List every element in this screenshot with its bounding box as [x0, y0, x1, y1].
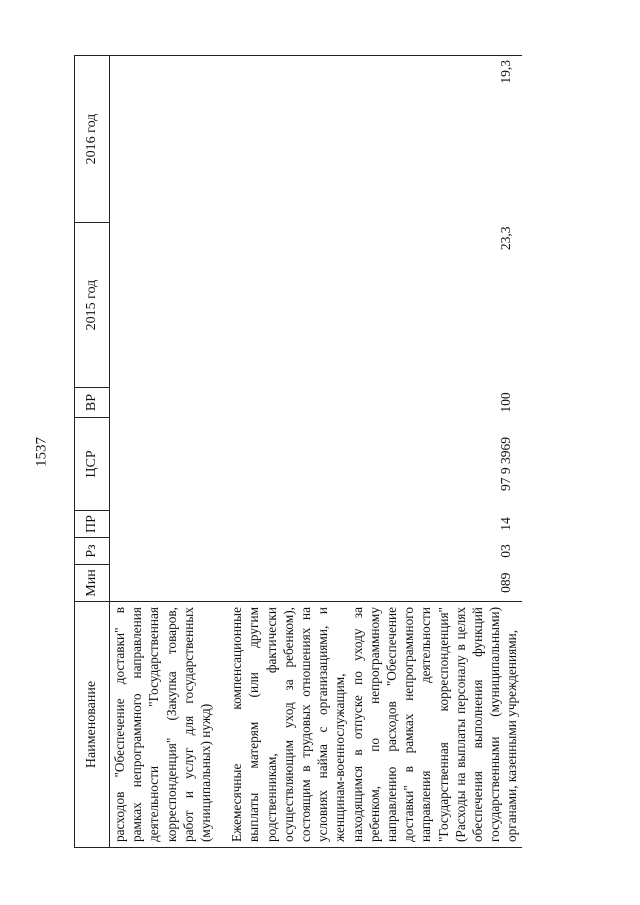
- header-vr: ВР: [75, 388, 110, 418]
- row-csr: 97 9 3969: [497, 437, 513, 491]
- row-gap: [215, 56, 227, 848]
- row-vr: [110, 388, 216, 418]
- row-2016: 19,3: [227, 56, 521, 223]
- row-2015: 23,3: [497, 226, 513, 251]
- header-2015: 2015 год: [75, 223, 110, 388]
- table-row: [110, 56, 216, 848]
- header-name: Наименование: [75, 602, 110, 848]
- row-name: Ежемесячные компенсационные выплаты матерям (или другим родственникам, фактически осуществляющим уход за ребенком), состоящим в трудовых отношениях на условиях найма с организациями, и женщинам-военнослужащим, находящимся в отпуске по уходу за ребенком, по непрограммному направлению расходов "Обеспечение доставки" в рамках непрограммного направления деятельности "Государственная корреспонденция" (Расходы на выплаты персоналу в целях обеспечения выполнения функций государственными (муниципальными) органами, казенными учреждениями,: [227, 602, 521, 848]
- row-vr: 100: [497, 392, 513, 413]
- row-min: [110, 565, 216, 602]
- row-min: 089: [497, 572, 513, 593]
- table-header: [75, 56, 110, 848]
- row-pr: [110, 511, 216, 538]
- budget-table: [74, 55, 522, 848]
- header-min: Мин: [75, 565, 110, 602]
- rotated-table-container: [74, 56, 520, 848]
- row-rz: [110, 538, 216, 565]
- row-pr: 14: [497, 517, 513, 531]
- row-rz: 03: [497, 544, 513, 558]
- header-csr: ЦСР: [75, 418, 110, 511]
- table-row: [227, 56, 521, 848]
- header-rz: Рз: [75, 538, 110, 565]
- header-pr: ПР: [75, 511, 110, 538]
- header-2016: 2016 год: [75, 56, 110, 223]
- row-2015: [110, 223, 216, 388]
- row-csr: [110, 418, 216, 511]
- page-number: 1537: [33, 437, 50, 467]
- row-name: расходов "Обеспечение доставки" в рамках непрограммного направления деятельности "Государственная корреспонденция" (Закупка товаров, работ и услуг для государственных (муниципальных) нужд): [110, 602, 216, 848]
- row-2016: [110, 56, 216, 223]
